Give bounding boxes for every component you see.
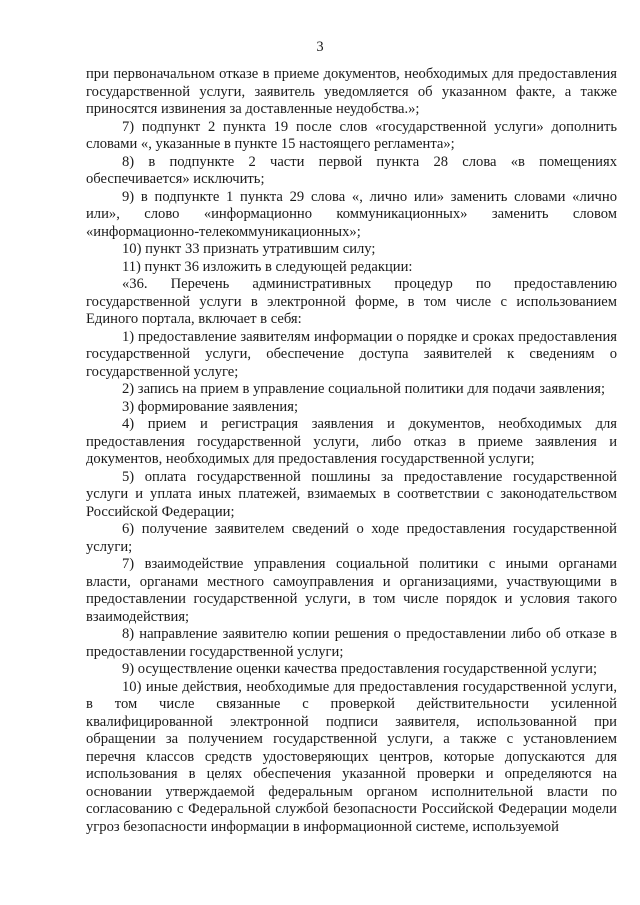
paragraph-item-8: 8) в подпункте 2 части первой пункта 28 слова «в помещениях обеспечивается» исключить; (86, 153, 617, 187)
paragraph-subitem-3: 3) формирование заявления; (122, 398, 298, 415)
paragraph-subitem-9: 9) осуществление оценки качества предоставления государственной услуги; (122, 661, 598, 677)
paragraph-subitem-10: 10) иные действия, необходимые для предоставления государственной услуги, в том числе связанные с проверкой действительности усиленной квалифицированной электронной подписи заявителя, использованной при обращении за получением государственной услуги, а также с установлением перечня классов средств удостоверяющих центров, которые допускаются для использования в целях обеспечения указанной проверки и определяются на основании утверждаемой федеральным органом исполнительной власти по согласованию с Федеральной службой безопасности Российской Федерации модели угроз безопасности информации в информационной системе, используемой (86, 678, 617, 835)
paragraph-subitem-2: 2) запись на прием в управление социальной политики для подачи заявления; (122, 381, 606, 397)
paragraph-clause-36: «36. Перечень административных процедур по предоставлению государственной услуги в электронной форме, в том числе с использованием Единого портала, включает в себя: (86, 276, 617, 327)
paragraph-item-9: 9) в подпункте 1 пункта 29 слова «, лично или» заменить словами «лично или», слово «информационно коммуникационных» заменить словом «информационно-телекоммуникационных»; (86, 188, 617, 240)
paragraph-subitem-5: 5) оплата государственной пошлины за предоставление государственной услуги и уплата иных платежей, взимаемых в соответствии с законодательством Российской Федерации; (86, 468, 617, 520)
paragraph-subitem-6: 6) получение заявителем сведений о ходе предоставления государственной услуги; (86, 521, 617, 555)
paragraph-subitem-7: 7) взаимодействие управления социальной политики с иными органами власти, органами местного самоуправления и организациями, участвующими в предоставлении государственной услуги, в том числе порядок и условия такого взаимодействия; (86, 556, 617, 625)
paragraph-subitem-8: 8) направление заявителю копии решения о предоставлении либо об отказе в предоставлении государственной услуги; (86, 626, 617, 660)
paragraph-item-10: 10) пункт 33 признать утратившим силу; (122, 241, 376, 257)
paragraph-item-11: 11) пункт 36 изложить в следующей редакции: (122, 258, 413, 275)
paragraph-subitem-4: 4) прием и регистрация заявления и документов, необходимых для предоставления государственной услуги, либо отказ в приеме заявления и документов, необходимых для предоставления государственной услуги; (86, 416, 617, 467)
page-number: 3 (316, 39, 324, 55)
document-body (86, 66, 617, 836)
paragraph-item-7: 7) подпункт 2 пункта 19 после слов «государственной услуги» дополнить словами «, указанные в пункте 15 настоящего регламента»; (86, 118, 617, 152)
paragraph-subitem-1: 1) предоставление заявителям информации о порядке и сроках предоставления государственной услуги, обеспечение доступа заявителей к сведениям о государственной услуге; (86, 328, 617, 380)
paragraph-continuation: при первоначальном отказе в приеме документов, необходимых для предоставления государственной услуги, заявитель уведомляется об указанном факте, а также приносятся извинения за доставленные неудобства.»; (86, 66, 617, 117)
